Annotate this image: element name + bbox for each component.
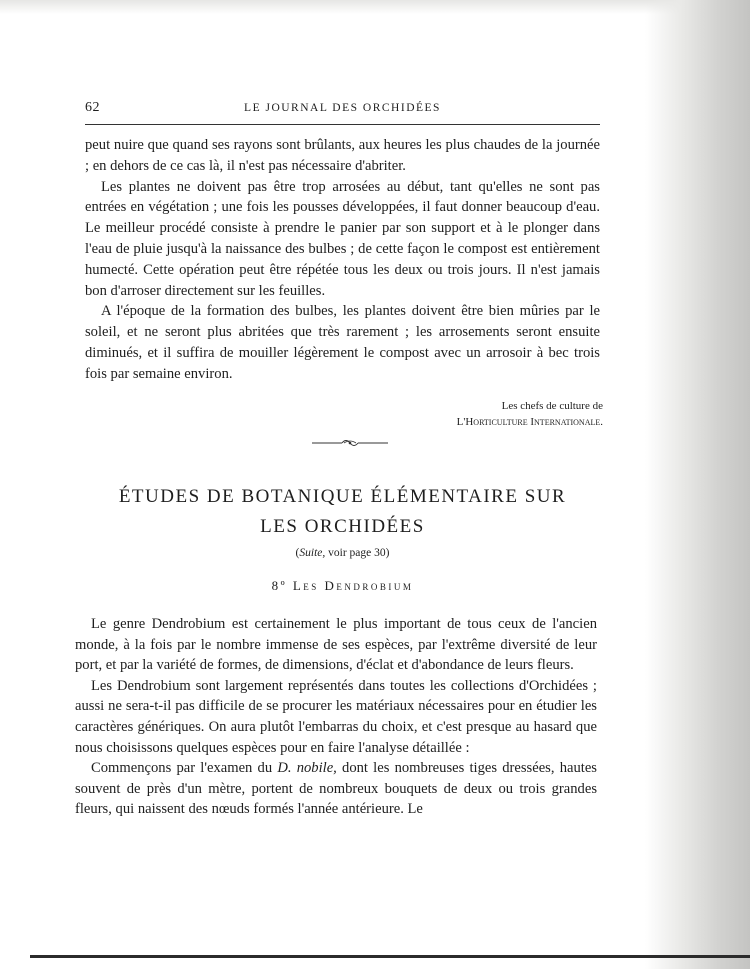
scan-top-edge [0,0,750,14]
article-title-line: ÉTUDES DE BOTANIQUE ÉLÉMENTAIRE SUR [118,486,567,507]
species-name: D. nobile, [277,760,337,777]
signature-line: Les chefs de culture de [501,400,603,412]
continuation-paren: ( [295,547,300,559]
paragraph: A l'époque de la formation des bulbes, les plantes doivent être bien mûries par le soleil, et ne seront plus abritées que très rarement ; les arrosements seront ensuite diminués, et il suffira de mouiller légèrement le compost avec un arrosoir à bec trois fois par semaine environ. [85,303,600,382]
signature-org: L'Horticulture Internationale. [456,416,603,428]
paragraph: Les Dendrobium sont largement représentés dans toutes les collections d'Orchidées ; aussi ne sera-t-il pas difficile de se procurer les matériaux nécessaires pour en étudier les caractères génériques. On aura plutôt l'embarras du choix, et c'est presque au hasard que nous choisissons quelques espèces pour en faire l'analyse détaillée : [75,677,597,756]
continuation-suite: Suite, [299,547,326,559]
continuation-reference: voir page 30) [325,547,390,559]
article-title-line: LES ORCHIDÉES [260,516,425,537]
section-heading: 8º Les Dendrobium [271,578,414,593]
paragraph: Le genre Dendrobium est certainement le plus important de tous ceux de l'ancien monde, à la fois par le nombre immense de ses espèces, par l'extrême diversité de leur port, et par la variété de formes, de dimensions, d'éclat et d'abondance de leurs fleurs. [75,616,597,674]
binding-shadow [645,0,750,969]
page-header [85,100,600,120]
section-divider-ornament [310,436,390,450]
article-title [85,482,600,542]
paragraph: peut nuire que quand ses rayons sont brûlants, aux heures les plus chaudes de la journée ; en dehors de ce cas là, il n'est pas nécessaire d'abriter. [85,137,600,174]
paragraph-text: dont les nombreuses tiges dressées, hautes souvent de près d'un mètre, portent de nombreux bouquets de deux ou trois grandes fleurs, qui naissent des nœuds formés l'année antérieure. Le [75,760,597,818]
paragraph [75,758,597,820]
paragraph: Les plantes ne doivent pas être trop arrosées au début, tant qu'elles ne sont pas entrées en végétation ; une fois les pousses développées, il faut donner beaucoup d'eau. Le meilleur procédé consiste à prendre le panier par son support et à le plonger dans l'eau de pluie jusqu'à la naissance des bulbes ; de cette façon le compost est entièrement humecté. Cette opération peut être répétée tous les deux ou trois jours. Il n'est jamais bon d'arroser directement sur les feuilles. [85,178,600,299]
header-rule [85,124,600,125]
article-body [75,614,597,820]
continuation-note [85,547,600,559]
running-title: LE JOURNAL DES ORCHIDÉES [244,102,441,114]
paragraph-text: Commençons par l'examen du [91,760,278,777]
previous-article-text [85,135,600,385]
page-number: 62 [85,100,100,115]
scan-bottom-edge [30,955,750,958]
signature [320,398,603,430]
